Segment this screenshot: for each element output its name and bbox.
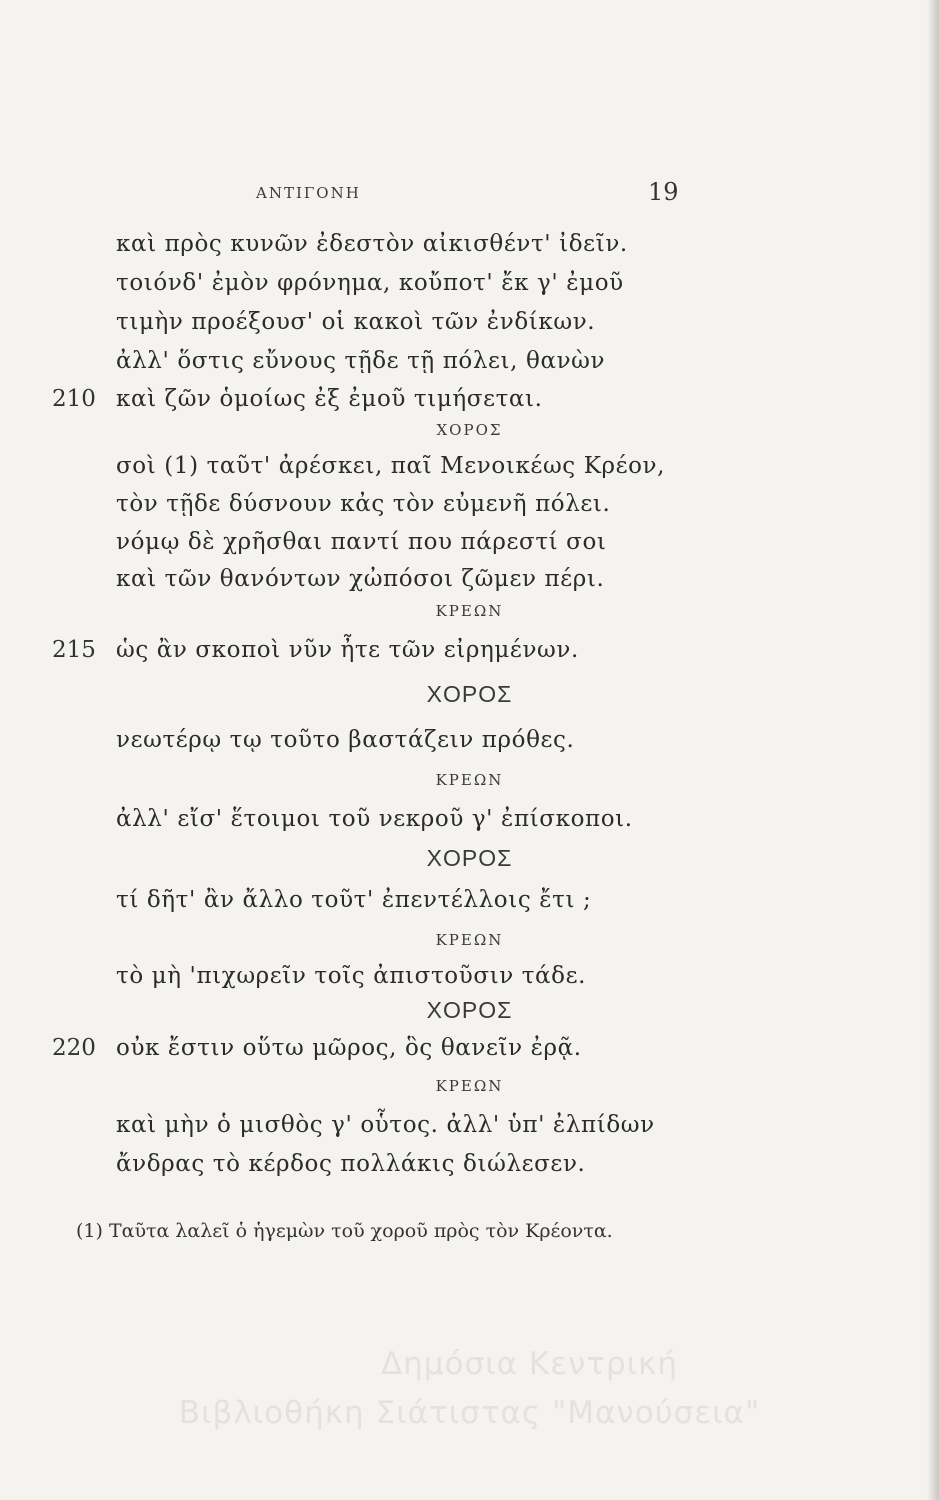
verse-text: νεωτέρῳ τῳ τοῦτο βαστάζειν πρόθες. — [116, 727, 575, 753]
verse-line — [0, 524, 939, 560]
verse-line — [0, 265, 939, 301]
running-title: ΑΝΤΙΓΟΝΗ — [256, 184, 361, 202]
line-number: 210 — [52, 386, 96, 412]
page-header — [0, 178, 939, 208]
verse-line — [0, 1146, 939, 1182]
verse-line — [0, 343, 939, 379]
verse-text: τί δῆτ' ἂν ἄλλο τοῦτ' ἐπεντέλλοις ἔτι ; — [116, 887, 592, 913]
speaker-name: ΚΡΕΩΝ — [435, 602, 504, 620]
verse-line — [0, 958, 939, 994]
line-number: 220 — [52, 1035, 96, 1061]
line-number: 215 — [52, 637, 96, 663]
verse-text: νόμῳ δὲ χρῆσθαι παντί που πάρεστί σοι — [116, 529, 607, 555]
verse-text: τὸν τῇδε δύσνουν κἀς τὸν εὐμενῆ πόλει. — [116, 491, 611, 517]
verse-line — [0, 561, 939, 597]
verse-text: καὶ πρὸς κυνῶν ἐδεστὸν αἰκισθέντ' ἰδεῖν. — [116, 231, 628, 257]
verse-text: σοὶ (1) ταῦτ' ἀρέσκει, παῖ Μενοικέως Κρέον, — [116, 453, 666, 479]
speaker-name: ΧΟΡΟΣ — [426, 997, 513, 1023]
library-watermark-line1: Δημόσια Κεντρική — [380, 1346, 679, 1382]
verse-text: τὸ μὴ 'πιχωρεῖν τοῖς ἀπιστοῦσιν τάδε. — [116, 963, 587, 989]
verse-text: ἄνδρας τὸ κέρδος πολλάκις διώλεσεν. — [116, 1151, 586, 1177]
verse-text: ὡς ἂν σκοποὶ νῦν ἦτε τῶν εἰρημένων. — [116, 637, 579, 663]
verse-line — [0, 1107, 939, 1143]
footnote: (1) Ταῦτα λαλεῖ ὁ ἡγεμὼν τοῦ χοροῦ πρὸς τὸν Κρέοντα. — [76, 1220, 613, 1242]
speaker-label — [0, 680, 939, 708]
speaker-name: ΚΡΕΩΝ — [435, 771, 504, 789]
speaker-name: ΚΡΕΩΝ — [435, 931, 504, 949]
speaker-label — [0, 1072, 939, 1100]
verse-text: ἀλλ' εἴσ' ἕτοιμοι τοῦ νεκροῦ γ' ἐπίσκοποι. — [116, 806, 633, 832]
library-watermark-line2: Βιβλιοθήκη Σιάτιστας "Μανούσεια" — [178, 1395, 761, 1431]
verse-line — [0, 882, 939, 918]
verse-text: τοιόνδ' ἐμὸν φρόνημα, κοὔποτ' ἔκ γ' ἐμοῦ — [116, 270, 624, 296]
speaker-label — [0, 416, 939, 444]
verse-line — [0, 722, 939, 758]
page-number: 19 — [648, 178, 679, 206]
verse-text: καὶ μὴν ὁ μισθὸς γ' οὗτος. ἀλλ' ὑπ' ἐλπίδων — [116, 1112, 655, 1138]
verse-text: ἀλλ' ὅστις εὔνους τῇδε τῇ πόλει, θανὼν — [116, 348, 606, 374]
speaker-label — [0, 844, 939, 872]
speaker-name: ΧΟΡΟΣ — [426, 681, 513, 707]
verse-line — [0, 1030, 939, 1066]
speaker-name: ΧΟΡΟΣ — [436, 421, 503, 439]
verse-line — [0, 448, 939, 484]
speaker-label — [0, 597, 939, 625]
verse-line — [0, 632, 939, 668]
verse-text: καὶ ζῶν ὁμοίως ἐξ ἐμοῦ τιμήσεται. — [116, 386, 543, 412]
speaker-label — [0, 996, 939, 1024]
verse-text: καὶ τῶν θανόντων χὠπόσοι ζῶμεν πέρι. — [116, 566, 605, 592]
speaker-name: ΚΡΕΩΝ — [435, 1077, 504, 1095]
speaker-label — [0, 926, 939, 954]
verse-line — [0, 226, 939, 262]
speaker-name: ΧΟΡΟΣ — [426, 845, 513, 871]
verse-line — [0, 304, 939, 340]
verse-line — [0, 381, 939, 417]
verse-line — [0, 801, 939, 837]
verse-text: τιμὴν προέξουσ' οἱ κακοὶ τῶν ἐνδίκων. — [116, 309, 596, 335]
speaker-label — [0, 766, 939, 794]
verse-text: οὐκ ἔστιν οὕτω μῶρος, ὃς θανεῖν ἐρᾷ. — [116, 1035, 582, 1061]
verse-line — [0, 486, 939, 522]
